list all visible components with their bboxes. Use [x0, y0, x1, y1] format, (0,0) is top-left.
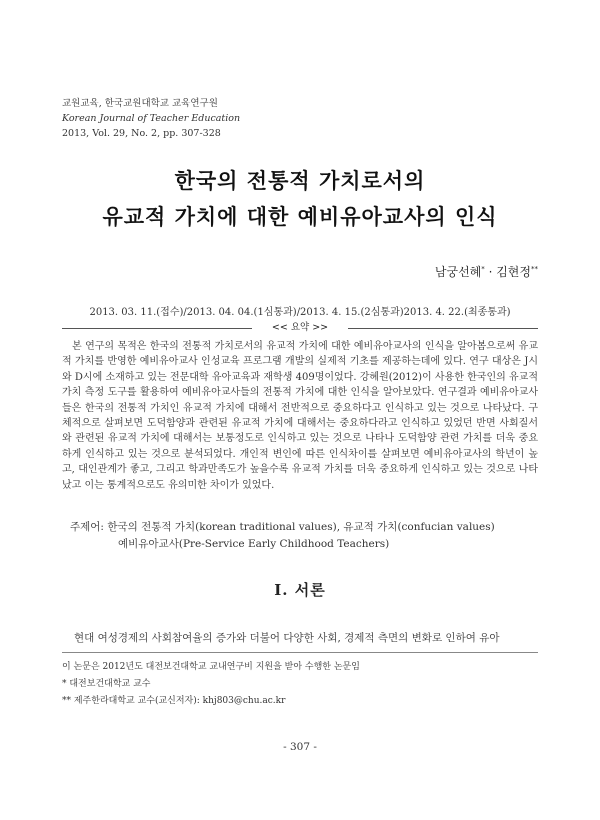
author-list	[435, 263, 538, 280]
footnote-author-2: ** 제주한라대학교 교수(교신저자): khj803@chu.ac.kr	[62, 696, 286, 706]
abstract-divider	[62, 321, 538, 335]
abstract-text: 본 연구의 목적은 한국의 전통적 가치로서의 유교적 가치에 대한 예비유아교사의 인식을 알아봄으로써 유교적 가치를 반영한 예비유아교사 인성교육 프로그램 개발의 실제적 기초를 제공하는데에 있다. 연구 대상은 J시와 D시에 소재하고 있는 전문대학 유아교육과 재학생 409명이었다. 강혜원(2012)이 사용한 한국인의 유교적 가치 측정 도구를 활용하여 예비유아교사들의 전통적 가치에 대한 인식을 알아보았다. 연구결과 예비유아교사들은 한국의 전통적 가치인 유교적 가치에 대해서 전반적으로 중요하다고 인식하고 있는 것으로 나타났다. 구체적으로 살펴보면 도덕함양과 관련된 유교적 가치에 대해서는 중요하다라고 인식하고 있었던 반면 사회질서와 관련된 유교적 가치에 대해서는 보통정도로 인식하고 있는 것으로 나타나 도덕함양 관련 가치를 더욱 중요하게 인식하고 있는 것으로 분석되었다. 개인적 변인에 따른 인식차이를 살펴보면 예비유아교사의 학년이 높고, 대인관계가 좋고, 그리고 학과만족도가 높을수록 유교적 가치를 더욱 중요하게 인식하고 있는 것으로 나타났고 이는 통계적으로도 유의미한 차이가 있었다.	[62, 341, 538, 491]
author-1-mark: *	[481, 265, 485, 273]
section-heading: Ⅰ. 서론	[274, 581, 326, 599]
keywords	[70, 519, 495, 553]
footnotes	[62, 659, 360, 710]
journal-name-english: Korean Journal of Teacher Education	[62, 113, 241, 124]
author-1: 남궁선혜	[434, 265, 482, 279]
abstract-rule-right	[348, 328, 538, 329]
body-text: 현대 여성경제의 사회참여율의 증가와 더불어 다양한 사회, 경제적 측면의 변화로 인하여 유아	[74, 632, 500, 644]
paper-title-line-2: 유교적 가치에 대한 예비유아교사의 인식	[102, 204, 498, 229]
review-dates: 2013. 03. 11.(접수)/2013. 04. 04.(1심통과)/2013. 4. 15.(2심통과)2013. 4. 22.(최종통과)	[89, 307, 511, 318]
journal-header	[62, 96, 240, 141]
journal-publisher: 교원교육, 한국교원대학교 교육연구원	[62, 98, 218, 109]
footnote-author-1: * 대전보건대학교 교수	[62, 679, 151, 689]
author-separator: ·	[484, 265, 497, 279]
paper-title	[0, 163, 600, 235]
abstract-label: << 요약 >>	[271, 322, 329, 333]
keywords-label: 주제어:	[70, 521, 104, 533]
journal-volume-info: 2013, Vol. 29, No. 2, pp. 307-328	[62, 128, 221, 139]
keywords-line-1: 한국의 전통적 가치(korean traditional values), 유교적 가치(confucian values)	[107, 521, 495, 533]
page-number: - 307 -	[283, 741, 317, 753]
paper-title-line-1: 한국의 전통적 가치로서의	[174, 168, 426, 193]
keywords-line-2: 예비유아교사(Pre-Service Early Childhood Teachers)	[118, 538, 390, 550]
author-2-mark: **	[531, 265, 538, 273]
author-2: 김현정	[496, 265, 531, 279]
footnote-funding: 이 논문은 2012년도 대전보건대학교 교내연구비 지원을 받아 수행한 논문임	[62, 662, 360, 672]
footnote-divider	[62, 652, 538, 653]
